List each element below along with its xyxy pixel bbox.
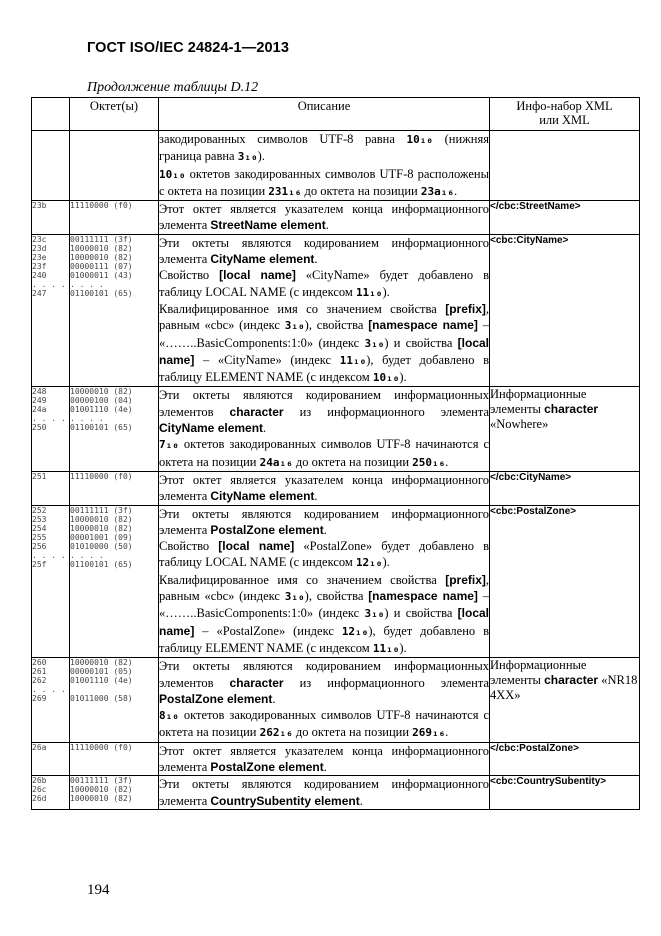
offset-cell [32, 131, 70, 201]
offset-cell: 252 253 254 255 256 . . . . 25f [32, 505, 70, 658]
description-paragraph [159, 776, 489, 809]
mono-value: 3₁₀ [284, 319, 305, 333]
text-run: , равным «cbc» (индекс [159, 572, 489, 604]
mono-value: 12₁₀ [341, 624, 369, 638]
description-paragraph [159, 743, 489, 776]
table-caption: Продолжение таблицы D.12 [87, 80, 259, 95]
bold-term: [local name] [218, 539, 295, 554]
bold-term: CityName element [210, 489, 315, 504]
description-paragraph [159, 201, 489, 234]
text-run: . [314, 252, 318, 267]
bold-term: character [229, 404, 284, 419]
mono-value: 250₁₆ [412, 455, 446, 469]
text-run: </cbc:PostalZone> [490, 742, 579, 754]
infoset-line [490, 235, 639, 247]
text-run: ) и свойства [384, 606, 458, 621]
header-infoset: Инфо-набор XML или XML [490, 98, 640, 131]
table-row [32, 505, 640, 658]
offset-cell: 251 [32, 471, 70, 505]
table-row [32, 776, 640, 810]
bold-term: CityName element [159, 421, 264, 436]
bold-term: [namespace name] [368, 318, 478, 333]
text-run: Информационные элементы [490, 387, 587, 417]
text-run: <cbc:CityName> [490, 234, 569, 246]
bold-term: StreetName element [210, 218, 326, 233]
description-cell [159, 234, 490, 387]
description-cell [159, 658, 490, 742]
text-run: октетов закодированных символов UTF-8 начинаются с октета на позиции [159, 437, 489, 469]
text-run: закодированных символов UTF-8 равна [159, 132, 407, 146]
bold-term: PostalZone element [159, 691, 273, 706]
text-run: до октета на позиции [292, 725, 413, 740]
infoset-cell [490, 505, 640, 658]
table-row [32, 234, 640, 387]
octet-table [31, 97, 640, 810]
text-run: – «……..BasicComponents:1:0» (индекс [159, 589, 490, 621]
mono-value: 11₁₀ [339, 353, 367, 367]
text-run: – «CityName» (индекс [194, 352, 340, 367]
text-run: Этот октет является указателем конца информационного элемента [159, 202, 489, 233]
text-run: Информационные элементы [490, 658, 587, 688]
table-body [32, 131, 640, 810]
bold-term: character [229, 675, 284, 690]
text-run: <cbc:PostalZone> [490, 505, 577, 517]
text-run: </cbc:CityName> [490, 471, 572, 483]
bold-term: PostalZone element [210, 522, 324, 537]
bold-term: [prefix] [445, 301, 486, 316]
text-run: Эти октеты являются кодированием информационного элемента [159, 506, 489, 537]
text-run: . [272, 691, 276, 706]
octets-cell: 10000010 (82) 00000101 (05) 01001110 (4e) 01011000 (58) [70, 658, 159, 742]
infoset-line [490, 387, 639, 432]
text-run: ) и свойства [384, 335, 458, 350]
text-run: из информационного элемента [283, 675, 489, 690]
mono-value: 3₁₀ [364, 336, 385, 350]
text-run: . [323, 759, 327, 774]
infoset-cell [490, 776, 640, 810]
mono-value: 10₁₀ [372, 371, 400, 385]
description-cell [159, 131, 490, 201]
table-row [32, 471, 640, 505]
mono-value: 3₁₀ [237, 150, 258, 164]
document-title: ГОСТ ISO/IEC 24824-1—2013 [87, 40, 289, 56]
bold-term: [prefix] [445, 572, 486, 587]
text-run: <cbc:CountrySubentity> [490, 776, 607, 788]
text-run: ). [382, 555, 390, 570]
octets-cell: 11110000 (f0) [70, 742, 159, 776]
text-run: . [263, 421, 267, 436]
infoset-line [490, 658, 639, 703]
text-run: Этот октет является указателем конца информационного элемента [159, 472, 489, 504]
header-offset [32, 98, 70, 131]
text-run: ). [399, 640, 407, 655]
bold-term: [namespace name] [368, 589, 478, 604]
mono-value: 262₁₆ [259, 726, 293, 740]
text-run: ). [257, 149, 265, 164]
bold-term: [local name] [159, 335, 489, 367]
text-run: . [453, 183, 458, 198]
text-run: ), свойства [304, 318, 369, 333]
text-run: – «PostalZone» (индекс [194, 623, 342, 638]
infoset-cell [490, 201, 640, 235]
description-paragraph [159, 301, 489, 386]
offset-cell: 248 249 24a . . . . 250 [32, 387, 70, 471]
text-run: Эти октеты являются кодированием информационного элемента [159, 777, 489, 808]
text-run: ). [399, 370, 407, 385]
text-run: . [323, 522, 327, 537]
bold-term: character [544, 673, 599, 688]
table-row [32, 387, 640, 471]
infoset-line [490, 201, 639, 213]
description-cell [159, 742, 490, 776]
text-run: Эти октеты являются кодированием информационных элементов [159, 388, 489, 419]
octets-cell: 11110000 (f0) [70, 471, 159, 505]
mono-value: 10₁₀ [159, 167, 186, 181]
text-run: , равным «cbc» (индекс [159, 301, 489, 333]
mono-value: 23a₁₆ [420, 184, 454, 198]
text-run: «PostalZone» будет добавлено в таблицу LOCAL NAME (с индексом [159, 539, 490, 570]
text-run: ), будет добавлено в таблицу ELEMENT NAME (с индексом [159, 623, 489, 655]
offset-cell: 26a [32, 742, 70, 776]
text-run: Этот октет является указателем конца информационного элемента [159, 743, 489, 774]
description-paragraph [159, 166, 489, 201]
description-cell [159, 505, 490, 658]
octets-cell: 00111111 (3f) 10000010 (82) 10000010 (82) 00001001 (09) 01010000 (50) . . . . 01100101 (65) [70, 505, 159, 658]
text-run: . [359, 793, 363, 808]
mono-value: 3₁₀ [364, 607, 385, 621]
infoset-line [490, 506, 639, 518]
infoset-cell [490, 131, 640, 201]
table-row [32, 201, 640, 235]
text-run: Квалифицированное имя со значением свойства [159, 301, 446, 316]
text-run: ), будет добавлено в таблицу ELEMENT NAME (с индексом [159, 352, 489, 385]
text-run: октетов закодированных символов UTF-8 начинаются с октета на позиции [159, 708, 489, 740]
mono-value: 24a₁₆ [259, 455, 293, 469]
text-run: «Nowhere» [490, 417, 549, 432]
description-paragraph [159, 707, 489, 742]
description-paragraph [159, 572, 489, 657]
octets-cell [70, 131, 159, 201]
text-run: до октета на позиции [301, 183, 421, 198]
table-header-row [32, 98, 640, 131]
description-paragraph [159, 131, 489, 166]
text-run: «NR18 4XX» [490, 673, 638, 703]
mono-value: 8₁₀ [159, 709, 179, 723]
infoset-line [490, 743, 639, 755]
description-paragraph [159, 538, 489, 572]
mono-value: 11₁₀ [355, 285, 383, 299]
description-paragraph [159, 235, 489, 268]
bold-term: CountrySubentity element [210, 793, 360, 808]
mono-value: 231₁₆ [268, 184, 302, 198]
text-run: ), свойства [304, 589, 369, 604]
mono-value: 7₁₀ [159, 438, 179, 452]
text-run: Эти октеты являются кодированием информационного элемента [159, 235, 489, 267]
offset-cell: 23b [32, 201, 70, 235]
mono-value: 3₁₀ [284, 590, 305, 604]
octets-cell: 11110000 (f0) [70, 201, 159, 235]
octets-cell: 10000010 (82) 00000100 (04) 01001110 (4e) . . . . 01100101 (65) [70, 387, 159, 471]
text-run: . [445, 725, 449, 740]
infoset-cell [490, 742, 640, 776]
mono-value: 269₁₆ [412, 726, 446, 740]
description-cell [159, 201, 490, 235]
octets-cell: 00111111 (3f) 10000010 (82) 10000010 (82) 00000111 (07) 01000011 (43) . . . . 01100101 (65) [70, 234, 159, 387]
header-description: Описание [159, 98, 490, 131]
infoset-cell [490, 658, 640, 742]
bold-term: [local name] [159, 606, 489, 638]
description-cell [159, 776, 490, 810]
page-number: 194 [87, 882, 110, 898]
offset-cell: 260 261 262 . . . . 269 [32, 658, 70, 742]
text-run: из информационного элемента [283, 404, 489, 419]
table-row [32, 742, 640, 776]
text-run: . [314, 489, 318, 504]
mono-value: 10₁₀ [406, 133, 434, 146]
description-paragraph [159, 658, 489, 707]
text-run: «CityName» будет добавлено в таблицу LOCAL NAME (с индексом [159, 268, 489, 299]
bold-term: character [544, 402, 599, 417]
text-run: Свойство [159, 539, 219, 554]
offset-cell: 26b 26c 26d [32, 776, 70, 810]
text-run: (нижняя граница равна [159, 132, 489, 164]
description-paragraph [159, 436, 489, 471]
description-paragraph [159, 506, 489, 539]
infoset-cell [490, 387, 640, 471]
text-run: – «……..BasicComponents:1:0» (индекс [159, 318, 490, 350]
description-cell [159, 387, 490, 471]
description-paragraph [159, 387, 489, 436]
table-row [32, 658, 640, 742]
octets-cell: 00111111 (3f) 10000010 (82) 10000010 (82) [70, 776, 159, 810]
infoset-line [490, 776, 639, 788]
description-cell [159, 471, 490, 505]
text-run: ). [382, 284, 390, 299]
mono-value: 12₁₀ [355, 556, 383, 570]
infoset-line [490, 472, 639, 484]
description-paragraph [159, 472, 489, 505]
bold-term: CityName element [210, 252, 315, 267]
offset-cell: 23c 23d 23e 23f 240 . . . . 247 [32, 234, 70, 387]
text-run: Квалифицированное имя со значением свойства [159, 572, 446, 587]
mono-value: 11₁₀ [372, 641, 400, 655]
text-run: . [325, 218, 329, 233]
text-run: до октета на позиции [292, 454, 413, 469]
bold-term: PostalZone element [210, 759, 324, 774]
text-run: . [445, 454, 449, 469]
table-row [32, 131, 640, 201]
text-run: Эти октеты являются кодированием информационных элементов [159, 659, 489, 690]
bold-term: [local name] [219, 268, 296, 283]
description-paragraph [159, 267, 489, 301]
infoset-cell [490, 234, 640, 387]
text-run: Свойство [159, 268, 220, 283]
infoset-cell [490, 471, 640, 505]
text-run: </cbc:StreetName> [490, 201, 581, 213]
header-octets: Октет(ы) [70, 98, 159, 131]
text-run: октетов закодированных символов UTF-8 расположены с октета на позиции [159, 166, 489, 198]
